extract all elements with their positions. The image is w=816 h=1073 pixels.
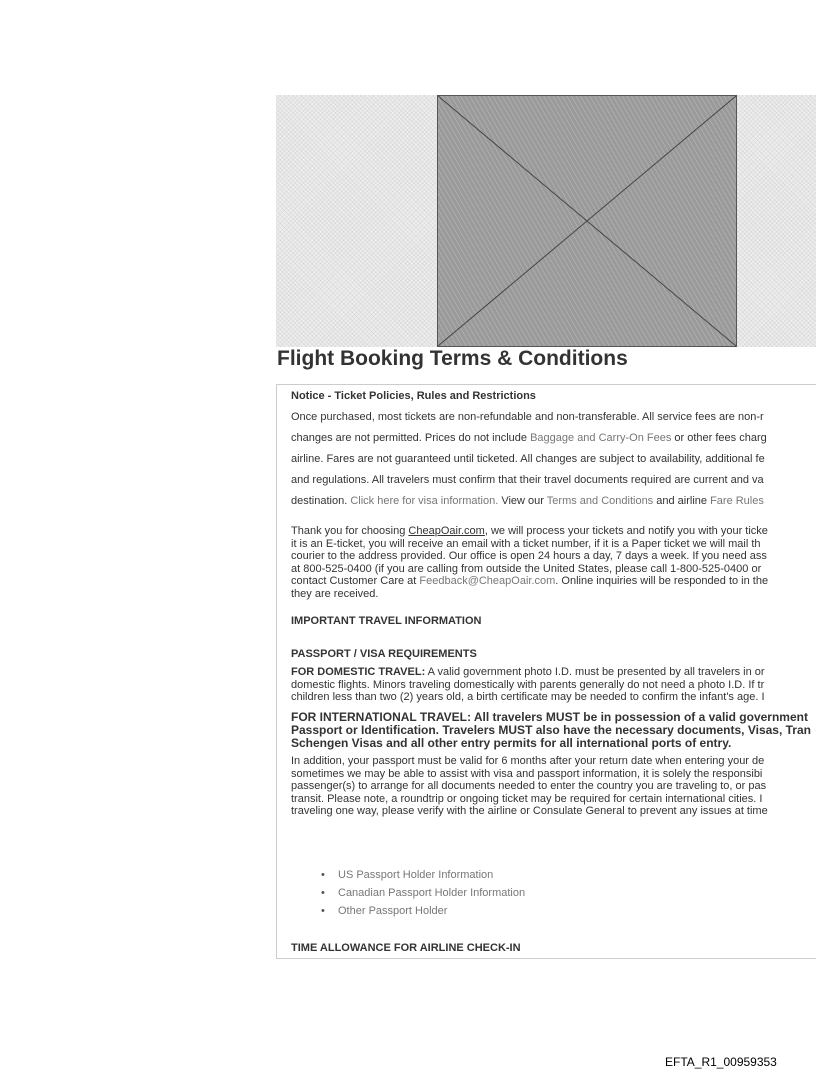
notice-line: changes are not permitted. Prices do not include Baggage and Carry-On Fees or other fees charg: [291, 432, 767, 444]
bullet-icon: •: [321, 887, 325, 899]
page-title: Flight Booking Terms & Conditions: [277, 347, 628, 370]
important-info-heading: IMPORTANT TRAVEL INFORMATION: [291, 615, 482, 627]
fare-rules-link[interactable]: Fare Rules: [710, 495, 764, 507]
canadian-passport-link[interactable]: Canadian Passport Holder Information: [338, 887, 526, 899]
cheapoair-link[interactable]: CheapOair.com: [408, 525, 485, 537]
international-heading: FOR INTERNATIONAL TRAVEL: All travelers MUST be in possession of a valid government Passport or Identification. Travelers MUST also have the necessary documents, Visas, Tran Schengen Visas and all other entry permits for all international ports of entry.: [291, 710, 811, 750]
baggage-fees-link[interactable]: Baggage and Carry-On Fees: [530, 432, 672, 444]
list-item[interactable]: [321, 866, 525, 884]
checkin-heading: TIME ALLOWANCE FOR AIRLINE CHECK-IN: [291, 942, 521, 954]
list-item[interactable]: [321, 902, 525, 920]
notice-line: airline. Fares are not guaranteed until ticketed. All changes are subject to availability, additional fe: [291, 453, 765, 465]
us-passport-link[interactable]: US Passport Holder Information: [338, 869, 494, 881]
header-banner: [276, 95, 816, 347]
domestic-paragraph: FOR DOMESTIC TRAVEL: A valid government photo I.D. must be presented by all travelers in or domestic flights. Minors traveling domestically with parents generally do not need a photo I.D. If tr children less than two (2) years old, a birth certificate may be needed to confirm the infant's age. I: [291, 666, 765, 703]
bullet-icon: •: [321, 905, 325, 917]
passport-validity-paragraph: In addition, your passport must be valid for 6 months after your return date when entering your de sometimes we may be able to assist with visa and passport information, it is solely the responsibi passenger(s) to arrange for all documents needed to enter the country you are traveling to, or pas transit. Please note, a roundtrip or ongoing ticket may be required for certain international cities. I traveling one way, please verify with the airline or Consulate General to prevent any issues at time: [291, 755, 768, 817]
document-id: EFTA_R1_00959353: [665, 1055, 777, 1069]
visa-info-link[interactable]: Click here for visa information.: [350, 495, 499, 507]
notice-line: and regulations. All travelers must confirm that their travel documents required are current and va: [291, 474, 764, 486]
bullet-icon: •: [321, 869, 325, 881]
thanks-paragraph: Thank you for choosing CheapOair.com, we will process your tickets and notify you with your ticke it is an E-ticket, you will receive an email with a ticket number, if it is a Paper ticket we will mail th courier to the address provided. Our office is open 24 hours a day, 7 days a week. If you need ass at 800-525-0400 (if you are calling from outside the United States, please call 1-800-525-0400 or contact Customer Care at Feedback@CheapOair.com. Online inquiries will be responded to in the they are received.: [291, 525, 769, 600]
feedback-email-link[interactable]: Feedback@CheapOair.com: [419, 575, 556, 587]
notice-line: destination. Click here for visa information. View our Terms and Conditions and airline Fare Rules: [291, 495, 764, 507]
image-placeholder-icon: [438, 96, 736, 346]
passport-links-list: [321, 866, 525, 920]
notice-line: Once purchased, most tickets are non-refundable and non-transferable. All service fees are non-r: [291, 411, 764, 423]
notice-heading: Notice - Ticket Policies, Rules and Restrictions: [291, 390, 536, 402]
terms-link[interactable]: Terms and Conditions: [546, 495, 654, 507]
broken-image-placeholder: [437, 95, 737, 347]
list-item[interactable]: [321, 884, 525, 902]
terms-panel: [276, 384, 816, 959]
other-passport-link[interactable]: Other Passport Holder: [338, 905, 448, 917]
passport-visa-heading: PASSPORT / VISA REQUIREMENTS: [291, 648, 477, 660]
